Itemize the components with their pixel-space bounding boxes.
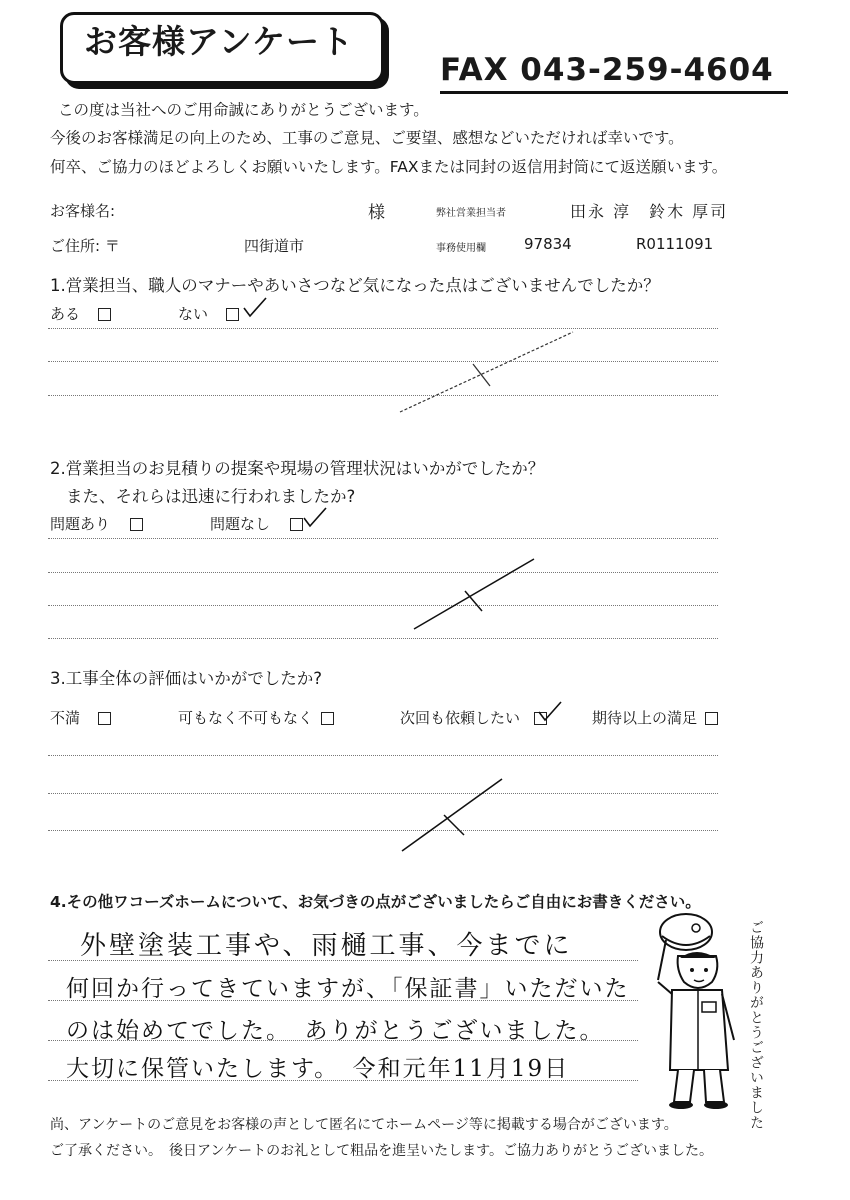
- q4-answer-line: [48, 1040, 638, 1041]
- footer-line-2: ご了承ください。 後日アンケートのお礼として粗品を進呈いたします。ご協力ありがとうございました。: [50, 1143, 714, 1159]
- address-label: ご住所: 〒: [50, 237, 120, 255]
- q2-checkbox-problem[interactable]: [130, 518, 143, 531]
- q3-option-exceeded[interactable]: [592, 707, 718, 728]
- address-value: 四街道市: [244, 237, 305, 255]
- side-thanks-text: ご協力ありがとうございました: [748, 920, 764, 1130]
- intro-line-3: 何卒、ご協力のほどよろしくお願いいたします。FAXまたは同封の返信用封筒にて返送願います。: [50, 158, 728, 176]
- sama-label: 様: [368, 203, 385, 223]
- q3-option-dissatisfied[interactable]: [50, 707, 111, 728]
- intro-line-1: この度は当社へのご用命誠にありがとうございます。: [58, 101, 429, 119]
- q2-option-no-problem-label: 問題なし: [210, 515, 271, 533]
- q3-option-again[interactable]: [400, 707, 547, 728]
- q3-answer-line: [48, 830, 718, 831]
- intro-line-2: 今後のお客様満足の向上のため、工事のご意見、ご要望、感想などいただければ幸いです。: [50, 129, 684, 147]
- q1-checkbox-nai[interactable]: [226, 308, 239, 321]
- q4-answer-line: [48, 1080, 638, 1081]
- q2-answer-line: [48, 638, 718, 639]
- staff-value: 田永 淳 鈴木 厚司: [570, 202, 729, 221]
- question-1: 1.営業担当、職人のマナーやあいさつなど気になった点はございませんでしたか？: [50, 276, 660, 295]
- q2-answer-line: [48, 538, 718, 539]
- q1-answer-line: [48, 395, 718, 396]
- q4-answer-line-1: 外壁塗装工事や、雨樋工事、今までに: [80, 931, 573, 961]
- q3-option-again-label: 次回も依頼したい: [400, 709, 521, 727]
- q4-answer-line: [48, 1000, 638, 1001]
- office-number-2: R0111091: [636, 235, 714, 253]
- worker-mascot-illustration: [648, 910, 748, 1110]
- q1-strike-mark: [395, 328, 580, 418]
- q2-answer-line: [48, 572, 718, 573]
- q2-answer-line: [48, 605, 718, 606]
- q1-check-mark: [240, 296, 270, 320]
- staff-label: 弊社営業担当者: [436, 208, 506, 219]
- q3-option-dissatisfied-label: 不満: [50, 709, 81, 727]
- q1-option-aru[interactable]: [50, 303, 111, 324]
- q1-checkbox-aru[interactable]: [98, 308, 111, 321]
- q1-answer-line: [48, 328, 718, 329]
- q1-option-nai[interactable]: [178, 303, 239, 324]
- question-2-sub: また、それらは迅速に行われましたか?: [66, 487, 356, 506]
- q1-option-aru-label: ある: [50, 305, 81, 323]
- q2-strike-mark: [410, 555, 540, 635]
- q4-answer-line-4: 大切に保管いたします。 令和元年11月19日: [66, 1056, 570, 1082]
- q2-option-problem[interactable]: [50, 513, 143, 534]
- q3-option-neutral-label: 可もなく不可もなく: [178, 709, 314, 727]
- q3-answer-line: [48, 755, 718, 756]
- q4-answer-line-3: のは始めてでした。 ありがとうございました。: [66, 1018, 605, 1044]
- q2-option-problem-label: 問題あり: [50, 515, 111, 533]
- office-use-label: 事務使用欄: [436, 243, 486, 254]
- q4-answer-line-2: 何回か行ってきていますが、「保証書」いただいた: [66, 976, 630, 1002]
- q3-answer-line: [48, 793, 718, 794]
- q1-option-nai-label: ない: [178, 305, 209, 323]
- q3-checkbox-dissatisfied[interactable]: [98, 712, 111, 725]
- q3-strike-mark: [398, 775, 508, 855]
- q3-option-exceeded-label: 期待以上の満足: [592, 709, 698, 727]
- q2-check-mark: [300, 506, 330, 530]
- customer-name-label: お客様名:: [50, 202, 116, 220]
- office-number-1: 97834: [524, 235, 572, 253]
- footer-line-1: 尚、アンケートのご意見をお客様の声として匿名にてホームページ等に掲載する場合がございます。: [50, 1117, 678, 1133]
- q4-answer-line: [48, 960, 638, 961]
- fax-underline: [440, 91, 788, 94]
- q3-check-mark: [535, 700, 565, 724]
- fax-number: FAX 043-259-4604: [440, 52, 774, 88]
- q3-checkbox-neutral[interactable]: [321, 712, 334, 725]
- q1-answer-line: [48, 361, 718, 362]
- page-title: お客様アンケート: [83, 22, 355, 61]
- question-4: 4.その他ワコーズホームについて、お気づきの点がございましたらご自由にお書きください。: [50, 893, 701, 911]
- question-3: 3.工事全体の評価はいかがでしたか?: [50, 669, 323, 688]
- q3-option-neutral[interactable]: [178, 707, 334, 728]
- question-2: 2.営業担当のお見積りの提案や現場の管理状況はいかがでしたか？: [50, 459, 545, 478]
- q3-checkbox-exceeded[interactable]: [705, 712, 718, 725]
- q2-option-no-problem[interactable]: [210, 513, 303, 534]
